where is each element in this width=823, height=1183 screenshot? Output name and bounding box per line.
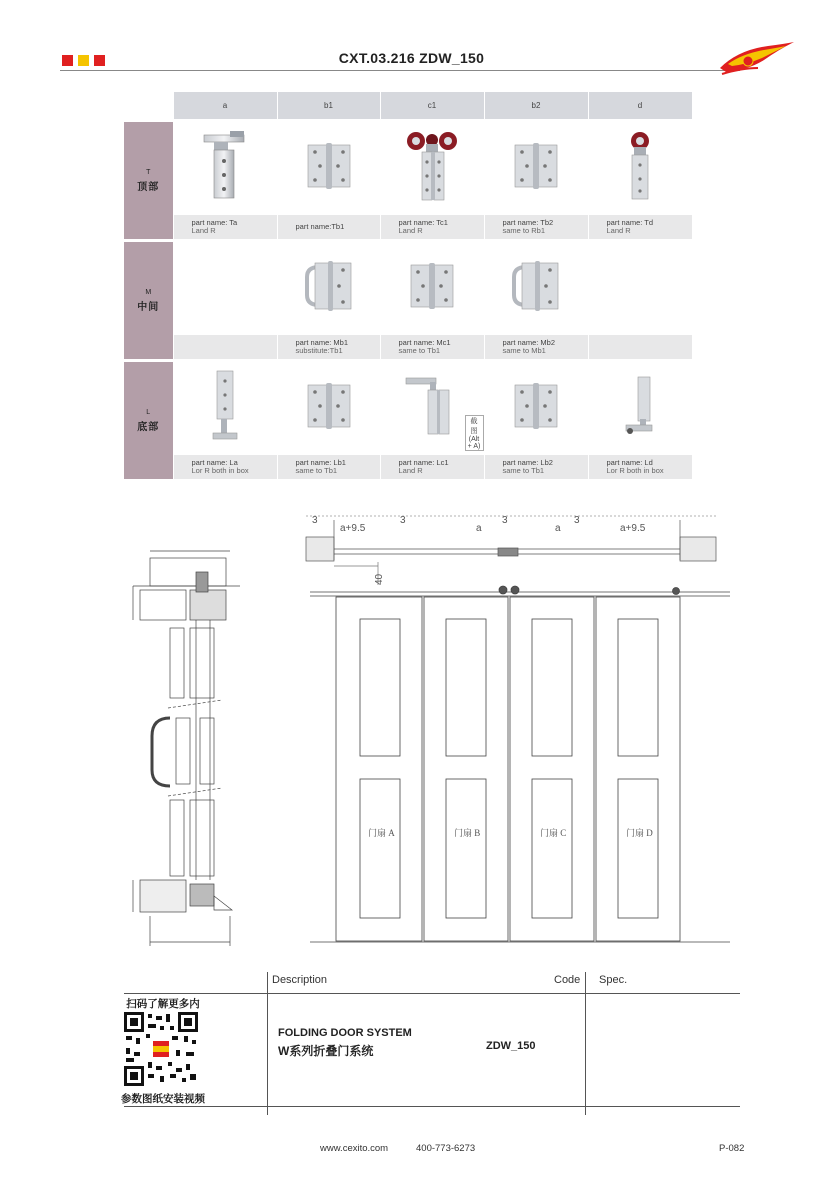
dim-a-plus: a+9.5 [620, 523, 646, 534]
row-label-bottom: L 底部 [124, 362, 173, 479]
dim-gap: 3 [312, 515, 318, 526]
dim-gap: 3 [400, 515, 406, 526]
caption-row-bottom [124, 455, 692, 479]
plan-view [306, 516, 716, 585]
column-header: d [588, 92, 692, 119]
part-caption [588, 335, 692, 359]
double-roller-hinge-icon [404, 130, 460, 202]
hinge-icon [307, 143, 351, 189]
part-image-tb1 [277, 122, 380, 215]
part-caption: part name: Lb1 same to Tb1 [277, 455, 380, 479]
part-caption: part name: Tc1 Land R [380, 215, 484, 239]
part-caption: part name: Lb2 same to Tb1 [484, 455, 588, 479]
part-image-tc1 [380, 122, 484, 215]
product-name-cn: W系列折叠门系统 [278, 1044, 374, 1058]
footer-website: www.cexito.com [320, 1143, 389, 1154]
side-section-view [133, 551, 240, 946]
part-image-lb1 [277, 362, 380, 455]
qr-title: 扫码了解更多内 [126, 998, 200, 1010]
technical-drawing [0, 500, 823, 960]
table-bottom-rule [124, 1106, 740, 1107]
part-caption: part name: Ta Land R [173, 215, 277, 239]
part-image-ld [588, 362, 692, 455]
dim-height: 40 [374, 573, 385, 585]
product-name-en: FOLDING DOOR SYSTEM [278, 1027, 412, 1039]
code-header: Code [554, 974, 581, 986]
part-caption: part name: Ld Lor R both in box [588, 455, 692, 479]
table-row-middle [124, 242, 692, 335]
qr-code-icon [124, 1012, 198, 1086]
product-code: ZDW_150 [486, 1040, 536, 1052]
column-header-row [124, 92, 692, 119]
caption-row-middle [124, 335, 692, 359]
hardware-parts-table [124, 92, 693, 479]
dim-gap: 3 [574, 515, 580, 526]
handle-hinge-icon [512, 261, 560, 311]
column-header: a [173, 92, 277, 119]
part-caption: part name: Tb2 same to Rb1 [484, 215, 588, 239]
part-caption [173, 335, 277, 359]
part-image-lc1 [380, 362, 484, 455]
hinge-icon [307, 383, 351, 429]
door-panel-label: 门扇 A [368, 828, 395, 838]
top-roller-bracket-icon [200, 131, 250, 201]
screenshot-hint-tooltip: 截图(Alt + A) [465, 415, 484, 451]
hinge-icon [410, 263, 454, 309]
caption-row-top [124, 215, 692, 239]
column-header: c1 [380, 92, 484, 119]
description-header: Description [272, 974, 328, 986]
part-caption: part name:Tb1 [277, 215, 380, 239]
dim-gap: 3 [502, 515, 508, 526]
part-image-empty [588, 242, 692, 335]
part-caption: part name: Mb1 substitute:Tb1 [277, 335, 380, 359]
handle-hinge-icon [305, 261, 353, 311]
page-number: P-082 [719, 1143, 745, 1154]
part-caption: part name: Td Land R [588, 215, 692, 239]
part-image-empty [173, 242, 277, 335]
table-row-top [124, 122, 692, 215]
bottom-pivot-arm-icon [404, 376, 460, 436]
dim-a: a [555, 523, 561, 534]
part-image-td [588, 122, 692, 215]
part-caption: part name: Lc1 Land R [380, 455, 484, 479]
part-image-mb1 [277, 242, 380, 335]
dim-a-plus: a+9.5 [340, 523, 366, 534]
column-header: b2 [484, 92, 588, 119]
spec-header: Spec. [599, 974, 628, 986]
part-image-mb2 [484, 242, 588, 335]
part-caption: part name: La Lor R both in box [173, 455, 277, 479]
door-panel-label: 门扇 C [540, 828, 567, 838]
qr-footer: 参数图纸安装视频 [121, 1093, 205, 1105]
footer-phone: 400-773-6273 [416, 1143, 476, 1154]
part-caption: part name: Mc1 same to Tb1 [380, 335, 484, 359]
part-image-ta [173, 122, 277, 215]
part-caption: part name: Mb2 same to Mb1 [484, 335, 588, 359]
part-image-lb2 [484, 362, 588, 455]
table-top-rule [124, 993, 740, 994]
hinge-icon [514, 143, 558, 189]
brand-logo-icon [718, 38, 796, 80]
column-header: b1 [277, 92, 380, 119]
table-row-bottom [124, 362, 692, 455]
part-image-la [173, 362, 277, 455]
hinge-icon [514, 383, 558, 429]
roller-bracket-icon [620, 131, 660, 201]
header-divider [60, 70, 740, 71]
row-label-middle: M 中间 [124, 242, 173, 359]
page-title: CXT.03.216 ZDW_150 [338, 50, 485, 66]
elevation-view [310, 586, 730, 942]
dim-a: a [476, 523, 482, 534]
door-panel-label: 门扇 D [626, 828, 653, 838]
bottom-pivot-icon [205, 369, 245, 443]
row-label-top: T 顶部 [124, 122, 173, 239]
bottom-guide-icon [620, 375, 660, 437]
part-image-mc1 [380, 242, 484, 335]
part-image-tb2 [484, 122, 588, 215]
door-panel-label: 门扇 B [454, 828, 481, 838]
